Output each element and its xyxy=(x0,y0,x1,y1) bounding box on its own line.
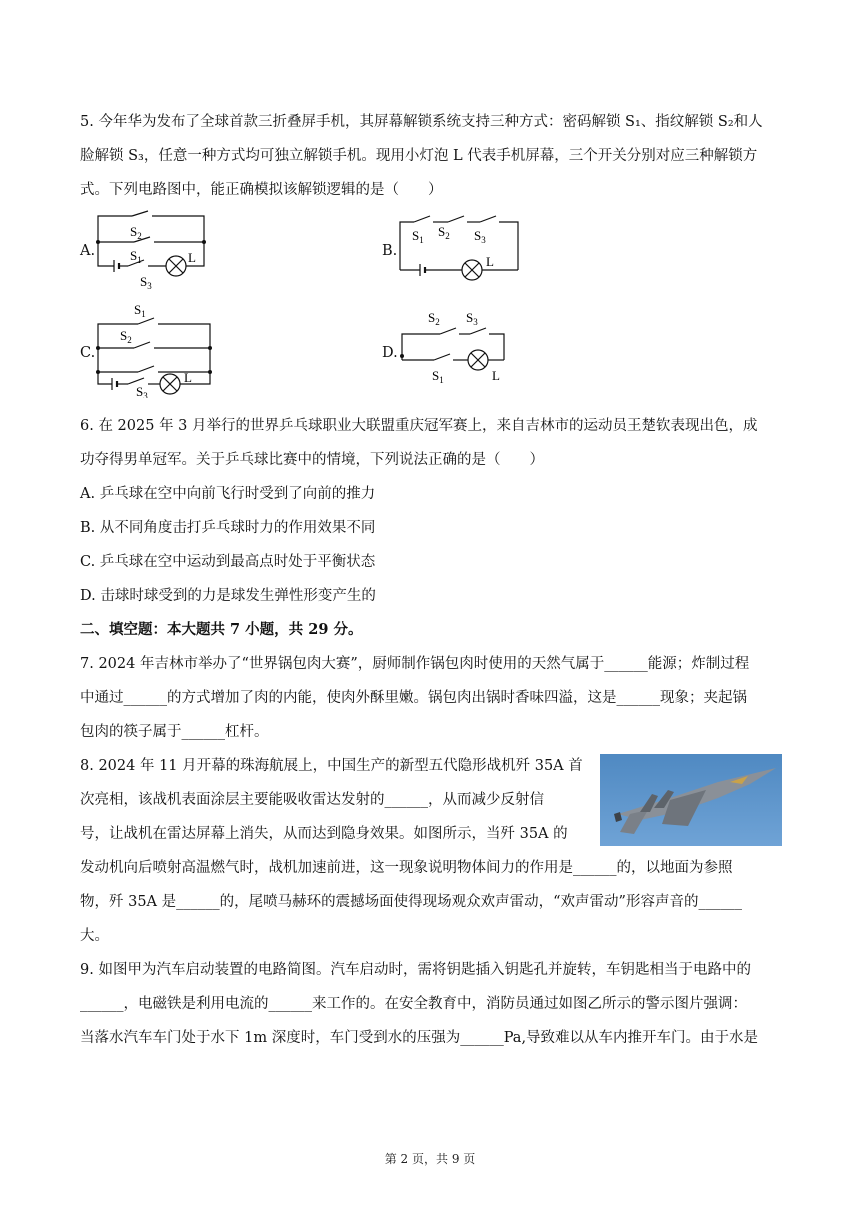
circuit-a-s2-label: $S_2$ xyxy=(130,224,142,241)
circuit-c-lamp-label: L xyxy=(184,370,192,385)
page-footer: 第 2 页，共 9 页 xyxy=(384,1152,476,1166)
q7-line-1: 7. 2024 年吉林市举办了“世界锅包肉大赛”，厨师制作锅包肉时使用的天然气属于______能源；炸制过程 xyxy=(80,656,750,672)
circuit-b-s2-label: $S_2$ xyxy=(438,224,450,241)
circuit-c-s3-label: $S_3$ xyxy=(136,384,148,398)
q5-line-1: 5. 今年华为发布了全球首款三折叠屏手机，其屏幕解锁系统支持三种方式：密码解锁 S₁、指纹解锁 S₂和人 xyxy=(80,114,763,130)
q5-line-3: 式。下列电路图中，能正确模拟该解锁逻辑的是（ ） xyxy=(80,182,443,198)
option-c-label[interactable]: C. xyxy=(80,345,96,361)
option-a-label[interactable]: A. xyxy=(80,243,96,259)
circuit-d-s3-label: $S_3$ xyxy=(466,310,478,327)
circuit-b-diagram xyxy=(396,210,526,290)
q7-line-2: 中通过______的方式增加了肉的内能，使肉外酥里嫩。锅包肉出锅时香味四溢，这是______现象；夹起锅 xyxy=(80,690,747,706)
circuit-a-diagram xyxy=(94,210,212,298)
q9-line-2: ______，电磁铁是利用电流的______来工作的。在安全教育中，消防员通过如图乙所示的警示图片强调： xyxy=(80,996,747,1012)
circuit-c-diagram xyxy=(94,300,218,398)
circuit-a-lamp-label: L xyxy=(188,250,196,265)
q6-option-c[interactable]: C. 乒乓球在空中运动到最高点时处于平衡状态 xyxy=(80,554,376,570)
circuit-a-s3-label: $S_3$ xyxy=(140,274,152,291)
q6-line-2: 功夺得男单冠军。关于乒乓球比赛中的情境，下列说法正确的是（ ） xyxy=(80,452,544,468)
q8-line-4: 发动机向后喷射高温燃气时，战机加速前进，这一现象说明物体间力的作用是______的，以地面为参照 xyxy=(80,860,733,876)
q7-line-3: 包肉的筷子属于______杠杆。 xyxy=(80,724,269,740)
q9-line-3: 当落水汽车车门处于水下 1m 深度时，车门受到水的压强为______Pa,导致难以从车内推开车门。由于水是 xyxy=(80,1030,759,1046)
circuit-c-s2-label: $S_2$ xyxy=(120,328,132,345)
circuit-a-s1-label: $S_1$ xyxy=(130,248,142,265)
q6-option-a[interactable]: A. 乒乓球在空中向前飞行时受到了向前的推力 xyxy=(80,486,376,502)
fighter-jet-image xyxy=(600,754,782,846)
q8-line-3: 号，让战机在雷达屏幕上消失，从而达到隐身效果。如图所示，当歼 35A 的 xyxy=(80,826,568,842)
circuit-d-s1-label: $S_1$ xyxy=(432,368,444,385)
circuit-b-s3-label: $S_3$ xyxy=(474,228,486,245)
q8-line-1: 8. 2024 年 11 月开幕的珠海航展上，中国生产的新型五代隐形战机歼 35A 首 xyxy=(80,758,583,774)
section-heading: 二、填空题：本大题共 7 小题，共 29 分。 xyxy=(80,621,363,638)
circuit-b-s1-label: $S_1$ xyxy=(412,228,424,245)
circuit-d-s2-label: $S_2$ xyxy=(428,310,440,327)
option-b-label[interactable]: B. xyxy=(382,243,398,259)
q8-line-6: 大。 xyxy=(80,928,109,944)
q8-line-2: 次亮相，该战机表面涂层主要能吸收雷达发射的______，从而减少反射信 xyxy=(80,792,544,808)
circuit-d-diagram xyxy=(396,304,514,386)
option-d-label[interactable]: D. xyxy=(382,345,398,361)
circuit-b-lamp-label: L xyxy=(486,254,494,269)
q5-line-2: 脸解锁 S₃，任意一种方式均可独立解锁手机。现用小灯泡 L 代表手机屏幕，三个开关分别对应三种解锁方 xyxy=(80,148,758,164)
q8-line-5: 物，歼 35A 是______的，尾喷马赫环的震撼场面使得现场观众欢声雷动，“欢声雷动”形容声音的______ xyxy=(80,894,742,910)
circuit-d-lamp-label: L xyxy=(492,368,500,383)
q6-option-b[interactable]: B. 从不同角度击打乒乓球时力的作用效果不同 xyxy=(80,520,376,536)
q6-line-1: 6. 在 2025 年 3 月举行的世界乒乓球职业大联盟重庆冠军赛上，来自吉林市的运动员王楚钦表现出色，成 xyxy=(80,418,758,434)
q9-line-1: 9. 如图甲为汽车启动装置的电路简图。汽车启动时，需将钥匙插入钥匙孔并旋转，车钥匙相当于电路中的 xyxy=(80,962,751,978)
q6-option-d[interactable]: D. 击球时球受到的力是球发生弹性形变产生的 xyxy=(80,588,376,604)
circuit-c-s1-label: $S_1$ xyxy=(134,302,146,319)
